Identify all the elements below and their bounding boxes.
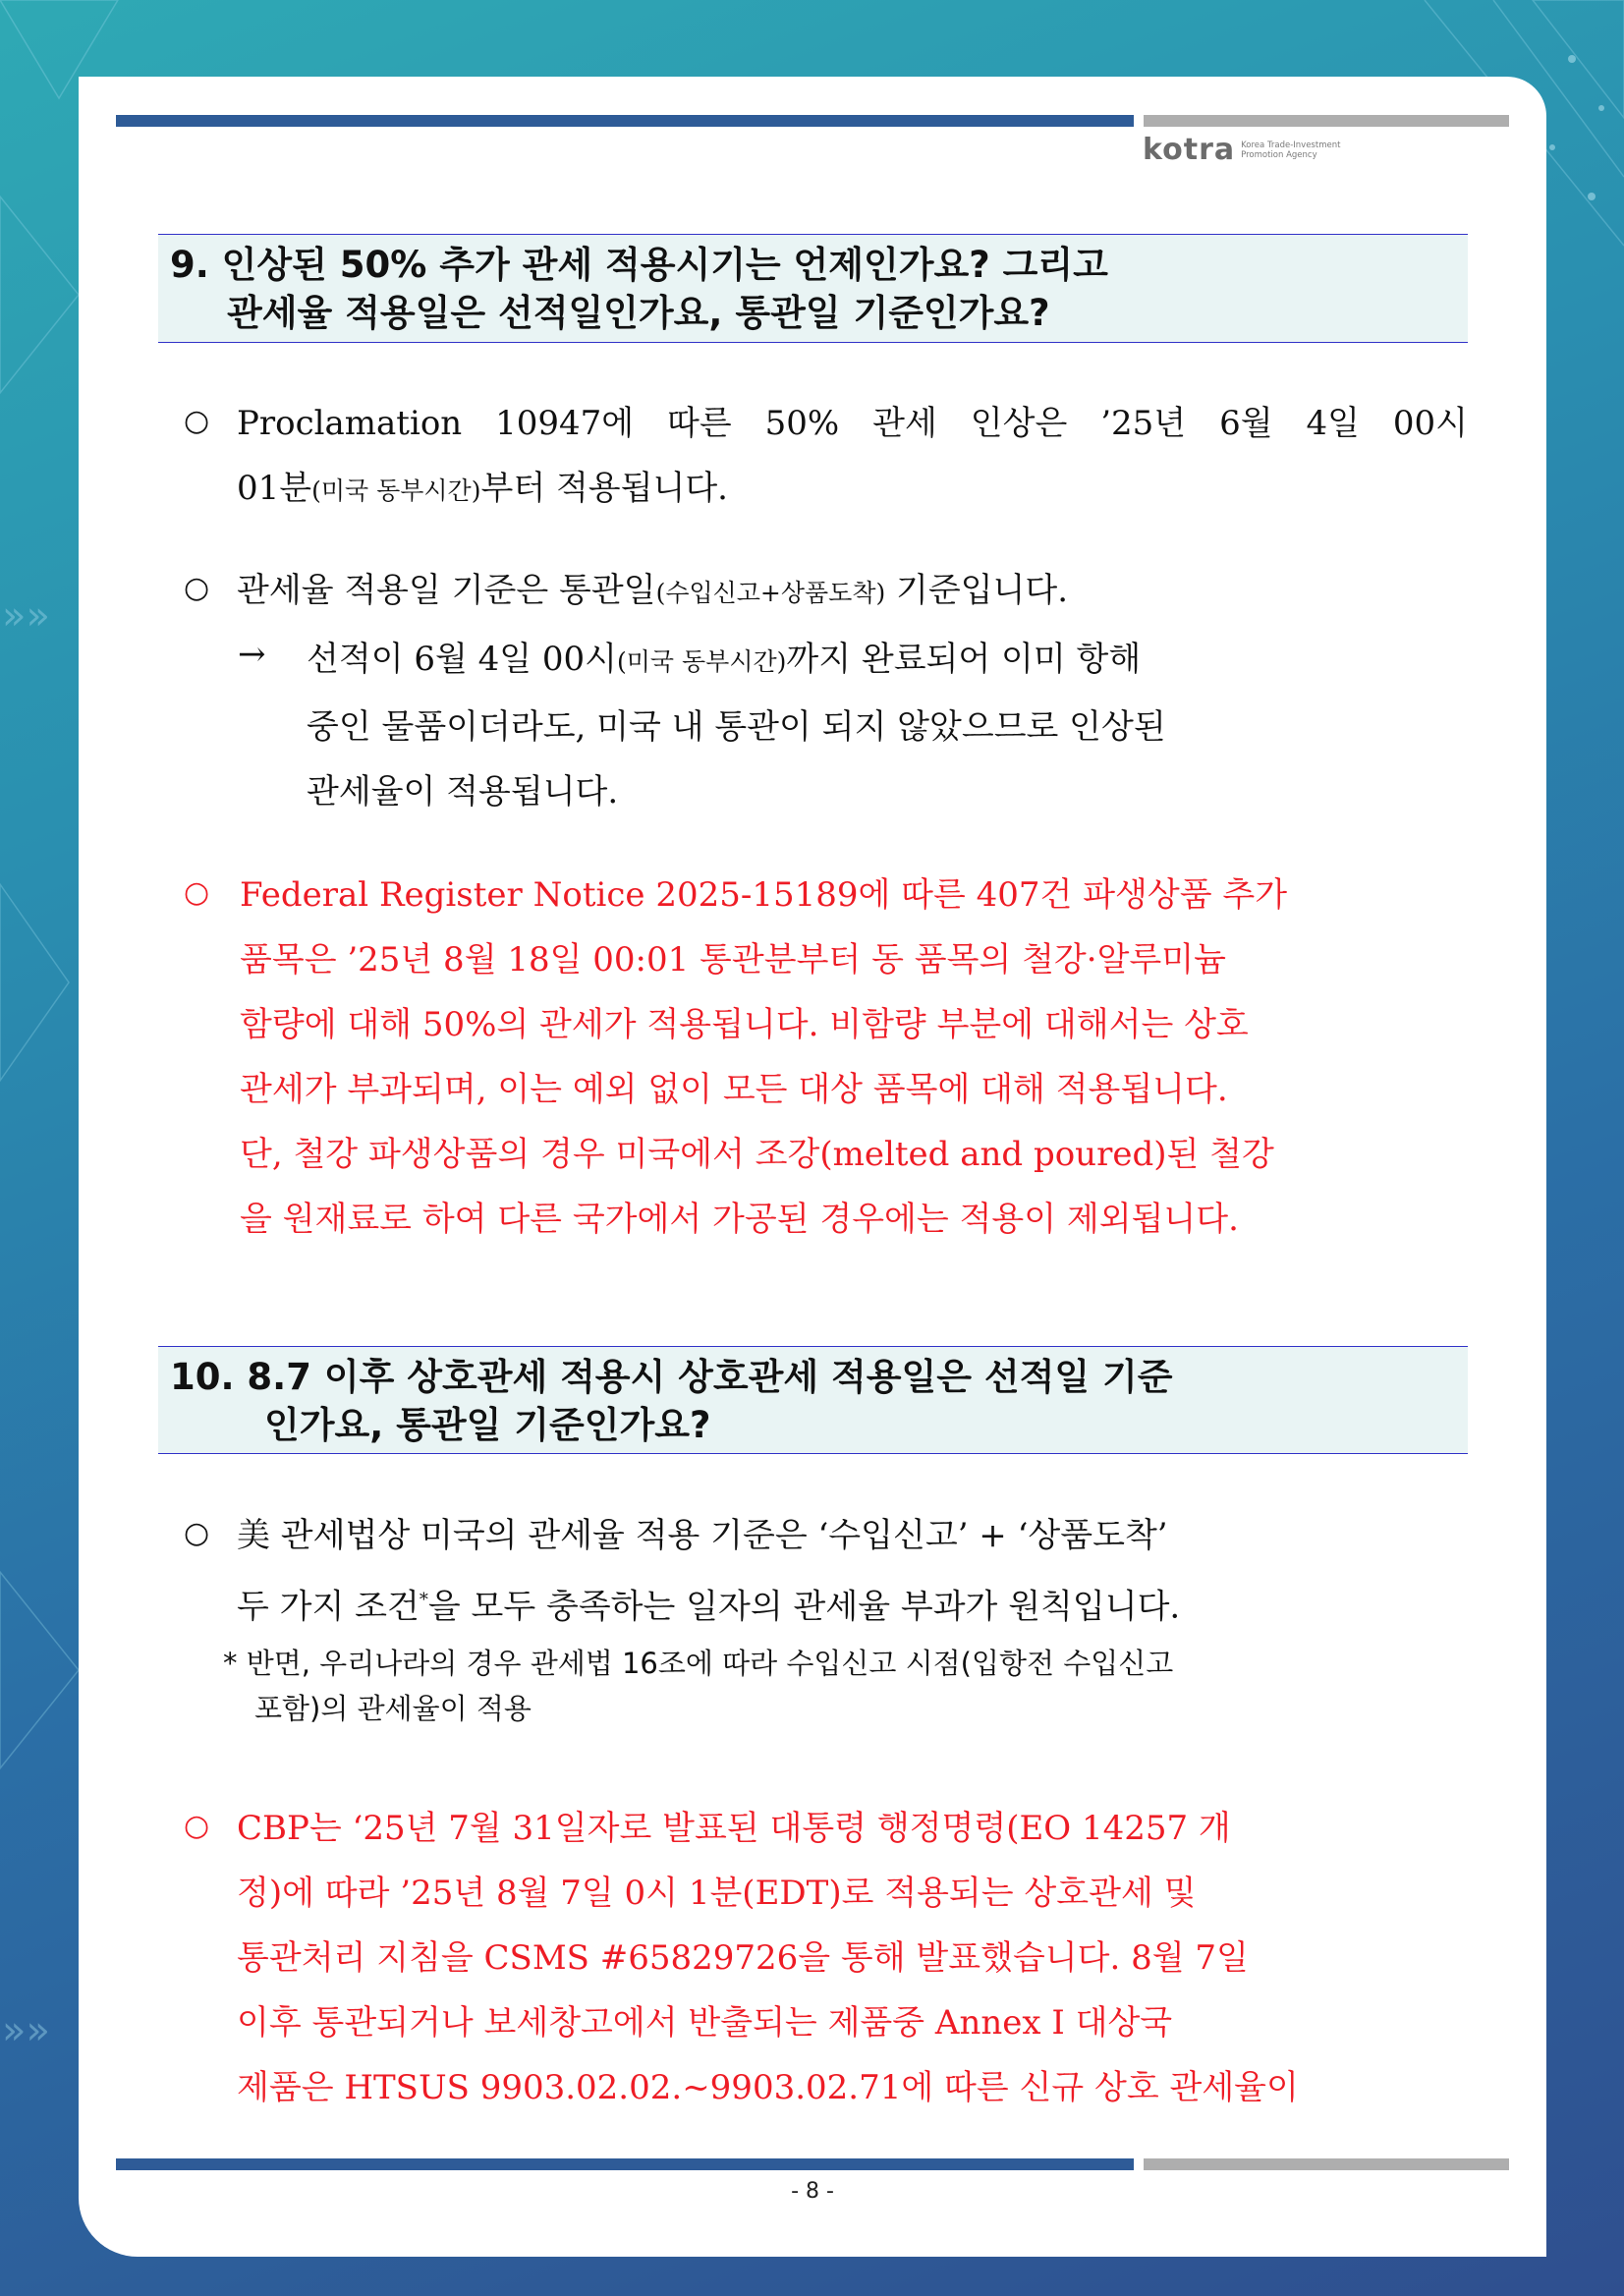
header-bar-blue [116,115,1134,127]
document-page [79,77,1546,2257]
q9-red-line: Federal Register Notice 2025-15189에 따른 407건 파생상품 추가 [240,875,1288,915]
q9-sub-paragraph [307,627,1468,824]
q10-note-line1: * 반면, 우리나라의 경우 관세법 16조에 따라 수입신고 시점(입항전 수입신고 [223,1647,1174,1680]
q10-p1-line2: 두 가지 조건*을 모두 충족하는 일자의 관세율 부과가 원칙입니다. [237,1587,1181,1627]
q10-red-paragraph [237,1796,1468,2120]
question-9-heading [158,234,1468,343]
q9-paragraph-2: 관세율 적용일 기준은 통관일(수입신고+상품도착) 기준입니다. [237,571,1069,610]
bullet-icon: ○ [184,404,210,438]
svg-text:»»: »» [2,593,50,639]
logo-word: kotra [1143,133,1236,167]
q10-red-line: 통관처리 지침을 CSMS #65829726을 통해 발표했습니다. 8월 7일 [237,1938,1249,1978]
q9-title-line1: 9. 인상된 50% 추가 관세 적용시기는 언제인가요? 그리고 [170,244,1108,286]
q10-red-line: 제품은 HTSUS 9903.02.02.~9903.02.71에 따른 신규 상호 관세율이 [237,2068,1299,2107]
bullet-icon: ○ [184,1809,210,1843]
q10-red-line: 이후 통관되거나 보세창고에서 반출되는 제품중 Annex I 대상국 [237,2003,1173,2043]
footer-bar-gray [1144,2158,1509,2170]
q10-footnote [223,1641,1468,1731]
q10-red-line: CBP는 ‘25년 7월 31일자로 발표된 대통령 행정명령(EO 14257 개 [237,1809,1231,1848]
page-number: - 8 - [791,2179,834,2204]
logo-subtitle: Korea Trade-Investment Promotion Agency [1241,140,1341,160]
bullet-icon: ○ [184,875,210,910]
bullet-icon: ○ [184,1516,210,1550]
q9-paragraph-1 [237,391,1468,524]
q10-red-line: 정)에 따라 ’25년 8월 7일 0시 1분(EDT)로 적용되는 상호관세 및 [237,1874,1197,1913]
q9-red-line: 을 원재료로 하여 다른 국가에서 가공된 경우에는 적용이 제외됩니다. [240,1200,1239,1239]
q10-title-line2: 인가요, 통관일 기준인가요? [264,1404,711,1446]
q10-p1-line1: 美 관세법상 미국의 관세율 적용 기준은 ‘수입신고’ + ‘상품도착’ [237,1516,1168,1555]
q9-sub-line3: 관세율이 적용됩니다. [307,772,619,812]
question-10-heading [158,1346,1468,1454]
arrow-icon: → [238,635,266,674]
q9-red-line: 단, 철강 파생상품의 경우 미국에서 조강(melted and poured)된 철강 [240,1135,1274,1174]
q10-paragraph-1 [237,1503,1468,1639]
q9-p1-line2: 01분(미국 동부시간)부터 적용됩니다. [237,469,728,508]
q9-red-line: 품목은 ’25년 8월 18일 00:01 통관분부터 동 품목의 철강·알루미늄 [240,940,1226,980]
q9-sub-line1: 선적이 6월 4일 00시(미국 동부시간)까지 완료되어 이미 항해 [307,640,1142,679]
q9-red-line: 관세가 부과되며, 이는 예외 없이 모든 대상 품목에 대해 적용됩니다. [240,1070,1228,1109]
bullet-icon: ○ [184,571,210,605]
q9-p1-line1: Proclamation 10947에 따른 50% 관세 인상은 ’25년 6월 4일 00시 [237,404,1468,443]
q9-red-line: 함량에 대해 50%의 관세가 적용됩니다. 비함량 부분에 대해서는 상호 [240,1005,1249,1044]
q9-sub-line2: 중인 물품이더라도, 미국 내 통관이 되지 않았으므로 인상된 [307,707,1166,747]
kotra-logo [1143,133,1340,167]
q10-title-line1: 10. 8.7 이후 상호관세 적용시 상호관세 적용일은 선적일 기준 [170,1356,1173,1398]
header-bar-gray [1144,115,1509,127]
q9-red-paragraph [240,863,1468,1252]
footer-bar-blue [116,2158,1134,2170]
q10-note-line2: 포함)의 관세율이 적용 [254,1692,532,1725]
svg-text:»»: »» [2,2008,50,2053]
q9-title-line2: 관세율 적용일은 선적일인가요, 통관일 기준인가요? [227,292,1050,334]
